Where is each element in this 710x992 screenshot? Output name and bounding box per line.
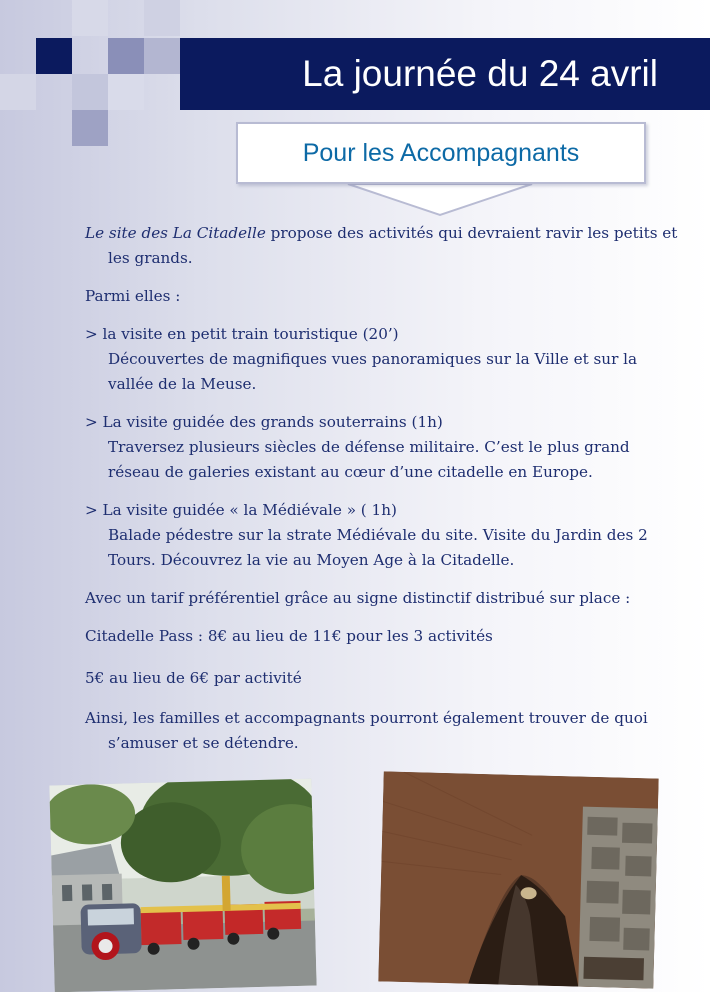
decor-square [144, 0, 180, 36]
decor-square [72, 0, 108, 36]
decor-square [108, 38, 144, 74]
decor-square [108, 74, 144, 110]
intro-text: propose des activités qui devraient ravir les petits et les grands. [108, 224, 678, 267]
main-content [85, 221, 680, 769]
price-text: 5€ au lieu de 6€ par activité [85, 669, 302, 687]
train-photo [49, 779, 316, 992]
pass-text: Citadelle Pass : 8€ au lieu de 11€ pour les 3 activités [85, 627, 493, 645]
decor-square [72, 110, 108, 146]
page-title: La journée du 24 avril [302, 53, 658, 94]
closing-text: Ainsi, les familles et accompagnants pourront également trouver de quoi s’amuser et se détendre. [85, 709, 648, 752]
tarif-text: Avec un tarif préférentiel grâce au signe distinctif distribué sur place : [85, 589, 631, 607]
activity-item [85, 498, 680, 573]
decor-square [36, 38, 72, 74]
callout [232, 120, 648, 220]
parmi-text: Parmi elles : [85, 287, 181, 305]
decor-square [72, 74, 108, 110]
activity-heading: > La visite guidée des grands souterrains (1h) [85, 413, 443, 431]
activity-item [85, 322, 680, 397]
callout-label: Pour les Accompagnants [236, 122, 646, 184]
activity-item [85, 410, 680, 485]
activity-description: Balade pédestre sur la strate Médiévale du site. Visite du Jardin des 2 Tours. Découvrez la vie au Moyen Age à la Citadelle. [108, 526, 648, 569]
decor-square [0, 74, 36, 110]
activity-heading: > la visite en petit train touristique (20’) [85, 325, 399, 343]
activity-description: Traversez plusieurs siècles de défense militaire. C’est le plus grand réseau de galeries existant au cœur d’une citadelle en Europe. [108, 438, 630, 481]
decor-square [144, 38, 180, 74]
tunnel-photo [378, 771, 658, 988]
activity-description: Découvertes de magnifiques vues panoramiques sur la Ville et sur la vallée de la Meuse. [108, 350, 638, 393]
intro-paragraph [85, 221, 680, 271]
intro-italic: Le site des La Citadelle [85, 224, 266, 242]
activity-heading: > La visite guidée « la Médiévale » ( 1h) [85, 501, 397, 519]
